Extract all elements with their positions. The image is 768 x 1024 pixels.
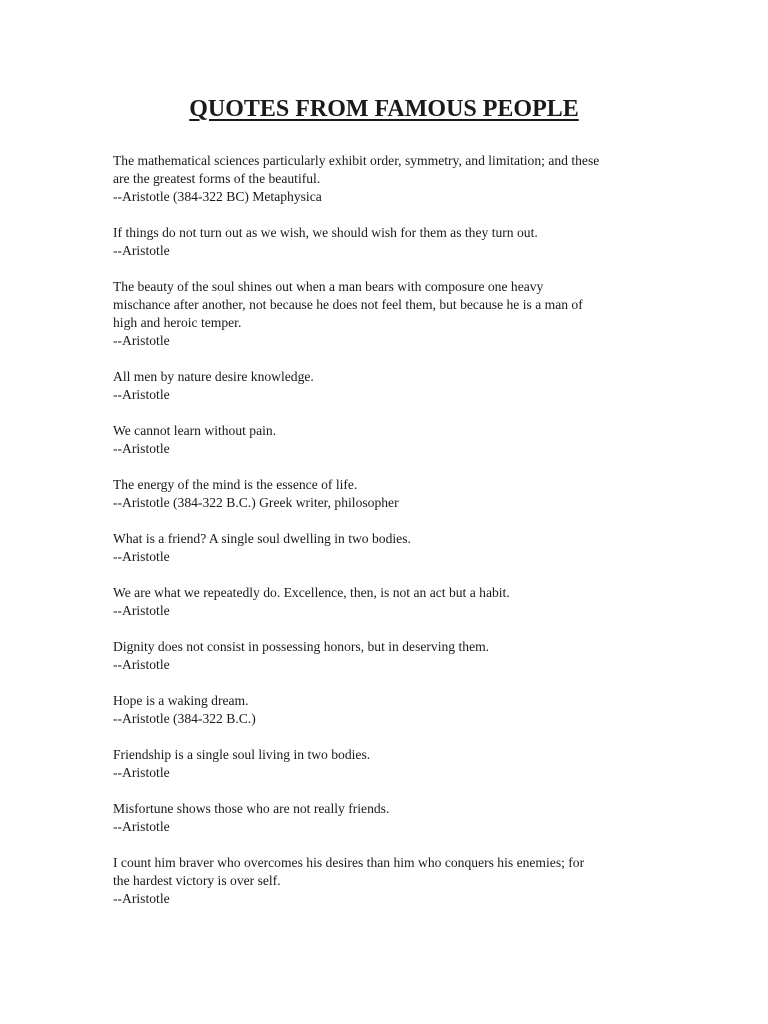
quote-text: Friendship is a single soul living in two bodies. bbox=[113, 747, 371, 762]
quote-author: --Aristotle bbox=[113, 387, 170, 402]
quote-text: Dignity does not consist in possessing honors, but in deserving them. bbox=[113, 639, 490, 654]
quote-author: --Aristotle bbox=[113, 657, 170, 672]
quote-text: Hope is a waking dream. bbox=[113, 693, 249, 708]
quote-item bbox=[113, 530, 673, 566]
quote-text: Misfortune shows those who are not really friends. bbox=[113, 801, 390, 816]
quote-item bbox=[113, 746, 673, 782]
quote-text: The mathematical sciences particularly exhibit order, symmetry, and limitation; and these are the greatest forms of the beautiful. bbox=[113, 153, 600, 186]
quote-author: --Aristotle bbox=[113, 441, 170, 456]
quote-author: --Aristotle (384-322 B.C.) bbox=[113, 711, 256, 726]
quote-author: --Aristotle bbox=[113, 549, 170, 564]
quote-item bbox=[113, 476, 673, 512]
quote-item bbox=[113, 800, 673, 836]
quote-author: --Aristotle bbox=[113, 819, 170, 834]
quote-item bbox=[113, 152, 673, 206]
quote-item bbox=[113, 692, 673, 728]
quote-item bbox=[113, 854, 673, 908]
quote-text: If things do not turn out as we wish, we should wish for them as they turn out. bbox=[113, 225, 538, 240]
quote-text: We cannot learn without pain. bbox=[113, 423, 277, 438]
quote-author: --Aristotle bbox=[113, 243, 170, 258]
quote-item bbox=[113, 422, 673, 458]
quote-author: --Aristotle (384-322 BC) Metaphysica bbox=[113, 189, 322, 204]
quote-item bbox=[113, 224, 673, 260]
quote-author: --Aristotle bbox=[113, 603, 170, 618]
quote-item bbox=[113, 368, 673, 404]
quote-text: The energy of the mind is the essence of life. bbox=[113, 477, 358, 492]
quote-author: --Aristotle bbox=[113, 765, 170, 780]
quote-text: We are what we repeatedly do. Excellence, then, is not an act but a habit. bbox=[113, 585, 510, 600]
quote-text: All men by nature desire knowledge. bbox=[113, 369, 314, 384]
page-title: QUOTES FROM FAMOUS PEOPLE bbox=[189, 96, 579, 122]
quote-text: What is a friend? A single soul dwelling in two bodies. bbox=[113, 531, 411, 546]
quote-text: The beauty of the soul shines out when a man bears with composure one heavy mischance after another, not because he does not feel them, but because he is a man of high and heroic temper. bbox=[113, 279, 583, 330]
quote-author: --Aristotle bbox=[113, 333, 170, 348]
quote-author: --Aristotle (384-322 B.C.) Greek writer, philosopher bbox=[113, 495, 399, 510]
quote-item bbox=[113, 638, 673, 674]
quote-author: --Aristotle bbox=[113, 891, 170, 906]
quote-item bbox=[113, 584, 673, 620]
quote-item bbox=[113, 278, 673, 350]
quote-list bbox=[113, 152, 673, 926]
quote-text: I count him braver who overcomes his desires than him who conquers his enemies; for the hardest victory is over self. bbox=[113, 855, 585, 888]
